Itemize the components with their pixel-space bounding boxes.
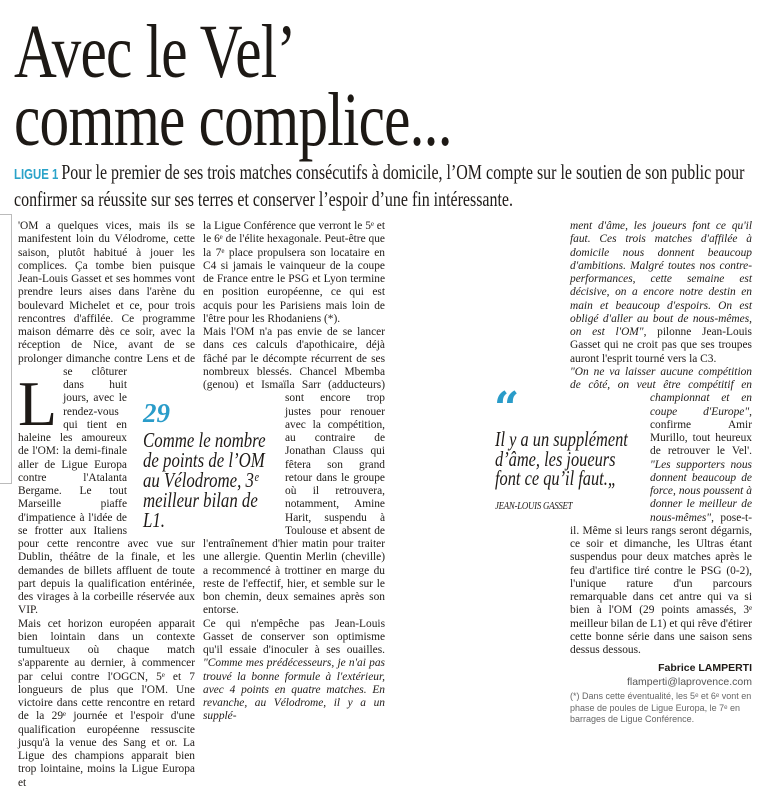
pull-quote: Il y a un supplément d’âme, les joueurs font ce qu’il faut.„ <box>495 427 628 490</box>
stat-number: 29 <box>143 398 170 428</box>
footnote: (*) Dans cette éventualité, les 5ᵉ et 6ᵉ vont en phase de poules de Ligue Europa, le 7ᵉ en barrages de Ligue Conférence. <box>570 691 752 725</box>
body-paragraph: L 'OM a quelques vices, mais ils se manifestent loin du Vélodrome, cette saison, plutôt habitué à jouer les complices. Ça tombe bien puisque Jean-Louis Gasset et ses hommes vont prendre leurs aises dans l'arène du boulevard Michelet et ce, pour trois rencontres d'affilée. Ce programme maison démarre dès ce soir, avec la réception de Nice, avant de se prolonger dimanche contre Lens et de se clôturer dans huit jours, avec le rendez-vous qui tient en haleine les amoureux de l'OM: la demi-finale aller de Ligue Europa contre l'Atalanta Bergame. Le tout Marseille piaffe d'impatience à l'idée de se frotter aux Italiens pour cette rencontre avec vue sur Dublin, théâtre de la finale, et les demandes de billets affluent de toute part depuis la qualification entérinée, des virages à la corbeille réservée aux VIP. <box>18 220 195 617</box>
quote-author: JEAN-LOUIS GASSET <box>495 500 573 512</box>
stat-caption: Comme le nombre de points de l’OM au Vélodrome, 3ᵉ meilleur bilan de L1. <box>143 428 266 532</box>
headline-line-1: Avec le Vel’ <box>14 10 296 94</box>
byline-author: Fabrice LAMPERTI <box>658 662 752 675</box>
lead-paragraph <box>14 160 780 211</box>
body-paragraph: ment d'âme, les joueurs font ce qu'il faut. Ces trois matches d'affilée à domicile nous donnent beaucoup d'ambitions. Malgré toutes nos contre-performances, cette semaine est décisive, on a encore notre destin en main et beaucoup d'espoirs. On est obligé d'aller au bout de nous-mêmes, on est l'OM", pilonne Jean-Louis Gasset qui ne croit pas que ses troupes auront l'esprit tourné vers la C3. <box>570 220 752 365</box>
byline-email[interactable]: flamperti@laprovence.com <box>626 676 752 689</box>
drop-cap: L <box>18 368 58 439</box>
body-paragraph: la Ligue Conférence que verront le 5ᵉ et le 6ᵉ de l'élite hexagonale. Peut-être que la 7ᵉ place propulsera son locataire en C4 si jamais le vainqueur de la coupe de France entre le PSG et Lyon termine en position européenne, ce qui est acquis pour les Parisiens mais loin de l'être pour les Rhodaniens (*). <box>203 220 385 325</box>
headline-line-2: comme complice... <box>14 78 452 162</box>
body-paragraph: Ce qui n'empêche pas Jean-Louis Gasset de conserver son optimisme qu'il essaie d'inoculer à ses ouailles. "Comme mes prédécesseurs, je n'ai pas trouvé la bonne formule à l'extérieur, avec 4 points en quatre matches. En revanche, au Vélodrome, il y a un supplé- <box>203 617 385 723</box>
section-kicker: LIGUE 1 <box>14 166 59 183</box>
body-paragraph: "On ne va laisser aucune compétition de côté, on veut être compétitif en championnat et en coupe d'Europe", confirme Amir Murillo, tout heureux de retrouver le Vel'. "Les supporters nous donnent beaucoup de force, nous poussent à donner le meilleur de nous-mêmes", pose-t-il. Même si leurs rangs seront dégarnis, ce soir et dimanche, les Ultras étant suspendus pour deux matches après le feu d'artifice tiré contre le PSG (0-2), l'unique rature d'un parcours remarquable dans cet antre qui va si bien à l'OM (29 points amassés, 3ᵉ meilleur bilan de L1) et qui rêve d'étirer cette bonne série dans une saison sens dessus dessous. <box>570 365 753 656</box>
body-paragraph: Mais l'OM n'a pas envie de se lancer dans ces calculs d'apothicaire, déjà fâché par le décompte récurrent de ses nombreux blessés. Chancel Mbemba (genou) et Ismaïla Sarr (adducteurs) sont encore trop justes pour renouer avec la compétition, au contraire de Jonathan Clauss qui fêtera son grand retour dans le groupe où il retrouvera, notamment, Amine Harit, suspendu à Toulouse et absent de l'entraînement d'hier matin pour traiter une allergie. Quentin Merlin (cheville) a recommencé à trottiner en marge du reste de l'effectif, hier, et semble sur le bon chemin, deux semaines après son entorse. <box>203 326 385 617</box>
lead-text: Pour le premier de ses trois matches consécutifs à domicile, l’OM compte sur le soutien de son public pour confirmer sa réussite sur ses terres et conserver l’espoir d’une fin intéressante. <box>14 160 745 211</box>
adjacent-article-frame <box>0 214 12 484</box>
quote-mark-icon: “ <box>494 383 520 434</box>
body-paragraph: Mais cet horizon européen apparait bien lointain dans un contexte tumultueux où chaque match s'apparente au dernier, à commencer par celui contre l'OGCN, 5ᵉ et 7 longueurs de plus que l'OM. Une victoire dans cette rencontre en retard de la 29ᵉ journée et l'espoir d'une qualification européenne ressuscite jusqu'à la venue des Sang et or. La Ligue des champions apparait bien trop lointaine, moins la Ligue Europa et <box>18 617 195 789</box>
